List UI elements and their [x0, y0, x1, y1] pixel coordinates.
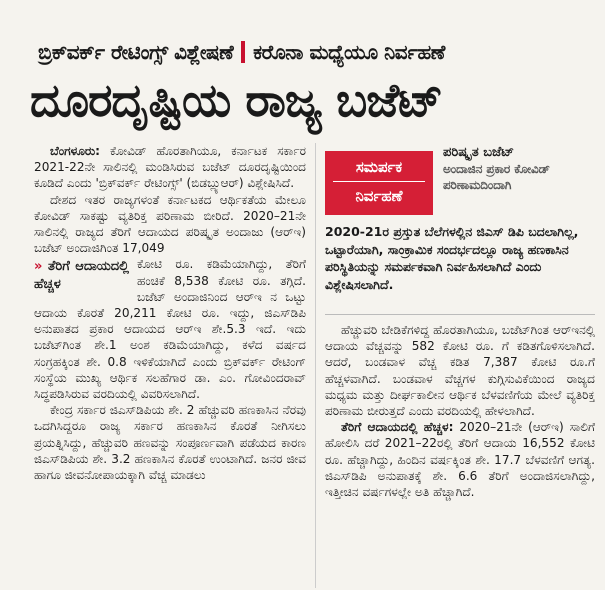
- kicker-left: ಬ್ರಿಕ್‌ವರ್ಕ್ ರೇಟಿಂಗ್ಸ್ ವಿಶ್ಲೇಷಣೆ: [38, 40, 234, 64]
- pull-quote: [34, 258, 129, 294]
- right-column: [325, 322, 595, 500]
- left-paragraph-1: ಬೆಂಗಳೂರು: ಕೋವಿಡ್ ಹೊರತಾಗಿಯೂ, ಕರ್ನಾಟಕ ಸರ್ಕಾರ 2021-22ನೇ ಸಾಲಿನಲ್ಲಿ ಮಂಡಿಸಿರುವ ಬಜೆಟ್ ದೂರದೃಷ್ಟಿಯಿಂದ ಕೂಡಿದೆ ಎಂದು 'ಬ್ರಿಕ್‌ವರ್ಕ್ ರೇಟಿಂಗ್ಸ್' (ಬಿಡಬ್ಲ್ಯುಆರ್) ವಿಶ್ಲೇಷಿಸಿದೆ.: [34, 144, 306, 191]
- badge-line-1: ಸಮರ್ಪಕ: [333, 157, 425, 182]
- left-paragraph-3: ಕೇಂದ್ರ ಸರ್ಕಾರ ಜಿಎಸ್‌ಡಿಪಿಯ ಶೇ. 2 ಹೆಚ್ಚುವರಿ ಹಣಕಾಸಿನ ನೆರವು ಒದಗಿಸಿದ್ದರೂ ರಾಜ್ಯ ಸರ್ಕಾರ ಹಣಕಾಸಿನ ಕೊರತೆ ನೀಗಿಸಲು ಪ್ರಯತ್ನಿಸಿದ್ದು, ಹೆಚ್ಚುವರಿ ಹಣವನ್ನು ಸಂಪೂರ್ಣವಾಗಿ ಪಡೆಯದ ಕಾರಣ ಜಿಎಸ್‌ಡಿಪಿಯ ಶೇ. 3.2 ಹಣಕಾಸಿನ ಕೊರತೆ ಉಂಟಾಗಿದೆ. ಜನರ ಜೀವ ಹಾಗೂ ಜೀವನೋಪಾಯಕ್ಕಾಗಿ ವೆಚ್ಚ ಮಾಡಲು: [34, 403, 306, 483]
- column-divider: [315, 143, 316, 588]
- sidebar-title: ಪರಿಷ್ಕೃತ ಬಜೆಟ್: [443, 145, 515, 160]
- sidebar-body: 2020-21ರ ಪ್ರಸ್ತುತ ಬೆಲೆಗಳಲ್ಲಿನ ಜಿಎಸ್ ಡಿಪಿ ಬದಲಾಗಿಲ್ಲ, ಒಟ್ಟಾರೆಯಾಗಿ, ಸಾಂಕ್ರಾಮಿಕ ಸಂದರ್ಭದಲ್ಲೂ ರಾಜ್ಯ ಹಣಕಾಸಿನ ಪರಿಸ್ಥಿತಿಯನ್ನು ಸಮರ್ಪಕವಾಗಿ ನಿರ್ವಹಿಸಲಾಗಿದೆ ಎಂದು ವಿಶ್ಲೇಷಿಸಲಾಗಿದೆ.: [325, 224, 579, 292]
- headline: ದೂರದೃಷ್ಟಿಯ ರಾಜ್ಯ ಬಜೆಟ್: [30, 73, 443, 127]
- sidebar-header: [443, 145, 598, 193]
- sidebar-badge: [325, 151, 433, 215]
- right-paragraph-1: ಹೆಚ್ಚುವರಿ ಬೇಡಿಕೆಗಳಿದ್ದ ಹೊರತಾಗಿಯೂ, ಬಜೆಟ್‌ಗಿಂತ ಆರ್‌ಇನಲ್ಲಿ ಆದಾಯ ವೆಚ್ಚವನ್ನು 582 ಕೋಟಿ ರೂ. ಗೆ ಕಡಿತಗೊಳಿಸಲಾಗಿದೆ. ಆದರೆ, ಬಂಡವಾಳ ವೆಚ್ಚ ಕಡಿತ 7,387 ಕೋಟಿ ರೂ.ಗೆ ಹೆಚ್ಚಳವಾಗಿದೆ. ಬಂಡವಾಳ ವೆಚ್ಚಗಳ ಕುಗ್ಗಿಸುವಿಕೆಯಿಂದ ರಾಜ್ಯದ ಮಧ್ಯಮ ಮತ್ತು ದೀರ್ಘಕಾಲೀನ ಆರ್ಥಿಕ ಬೆಳವಣಿಗೆಯ ಮೇಲೆ ವ್ಯತಿರಿಕ್ತ ಪರಿಣಾಮ ಬೀರುತ್ತದೆ ಎಂದು ವರದಿಯಲ್ಲಿ ಹೇಳಲಾಗಿದೆ.: [325, 323, 595, 419]
- badge-line-2: ನಿರ್ವಹಣೆ: [355, 187, 403, 205]
- kicker-separator: [241, 41, 245, 63]
- left-column: [34, 143, 306, 483]
- sidebar-subtitle: ಅಂದಾಜಿನ ಪ್ರಕಾರ ಕೋವಿಡ್ ಪರಿಣಾಮದಿಂದಾಗಿ: [443, 162, 550, 192]
- kicker-right: ಕರೊನಾ ಮಧ್ಯೆಯೂ ನಿರ್ವಹಣೆ: [253, 40, 445, 64]
- left-paragraph-2b: ಕೋಟಿ ರೂ. ಕಡಿಮೆಯಾಗಿದ್ದು, ತೆರಿಗೆ ಹಂಚಿಕೆ 8,538 ಕೋಟಿ ರೂ. ತಗ್ಗಿದೆ. ಬಜೆಟ್ ಅಂದಾಜಿನಿಂದ ಆರ್‌ಇ ನ ಒಟ್ಟು ಆದಾಯ ಕೊರತೆ 20,211 ಕೋಟಿ ರೂ. ಇದ್ದು, ಜಿಎಸ್‌ಡಿಪಿ ಅನುಪಾತದ ಪ್ರಕಾರ ಆದಾಯದ ಆರ್‌ಇ ಶೇ.5.3 ಇದೆ. ಇದು ಬಜೆಟ್‌ಗಿಂತ ಶೇ.1 ಅಂಶ ಕಡಿಮೆಯಾಗಿದ್ದು, ಕಳೆದ ವರ್ಷದ ಸಂಗ್ರಹಕ್ಕಿಂತ ಶೇ. 0.8 ಇಳಿಕೆಯಾಗಿದೆ ಎಂದು ಬ್ರಿಕ್‌ವರ್ಕ್ ರೇಟಿಂಗ್ ಸಂಸ್ಥೆಯ ಮುಖ್ಯ ಆರ್ಥಿಕ ಸಲಹೆಗಾರ ಡಾ. ಎಂ. ಗೋವಿಂದರಾವ್ ಸಿದ್ಧಪಡಿಸಿರುವ ವರದಿಯಲ್ಲಿ ವಿವರಿಸಲಾಗಿದೆ.: [34, 257, 306, 402]
- pull-quote-marker: »: [34, 259, 43, 275]
- dateline: ಬೆಂಗಳೂರು:: [50, 144, 101, 158]
- kicker-line: [38, 40, 598, 64]
- subhead: ತೆರಿಗೆ ಆದಾಯದಲ್ಲಿ ಹೆಚ್ಚಳ:: [341, 420, 454, 435]
- section-rule: [325, 314, 595, 315]
- left-paragraph-2: ದೇಶದ ಇತರ ರಾಜ್ಯಗಳಂತೆ ಕರ್ನಾಟಕದ ಆರ್ಥಿಕತೆಯ ಮೇಲೂ ಕೋವಿಡ್ ಸಾಕಷ್ಟು ವ್ಯತಿರಿಕ್ತ ಪರಿಣಾಮ ಬೀರಿದೆ. 2020–21ನೇ ಸಾಲಿನಲ್ಲಿ ರಾಜ್ಯದ ತೆರಿಗೆ ಆದಾಯದ ಪರಿಷ್ಕೃತ ಅಂದಾಜು (ಆರ್‌ಇ) ಬಜೆಟ್ ಅಂದಾಜಿಗಿಂತ 17,049: [34, 192, 306, 256]
- right-paragraph-2: ತೆರಿಗೆ ಆದಾಯದಲ್ಲಿ ಹೆಚ್ಚಳ: 2020–21ನೇ (ಆರ್‌ಇ) ಸಾಲಿಗೆ ಹೋಲಿಸಿ ದರೆ 2021–22ರಲ್ಲಿ ತೆರಿಗೆ ಆದಾಯ 16,552 ಕೋಟಿ ರೂ. ಹೆಚ್ಚಾಗಿದ್ದು, ಹಿಂದಿನ ವರ್ಷಕ್ಕಿಂತ ಶೇ. 17.7 ಬೆಳವಣಿಗೆ ಆಗತ್ಯ. ಜಿಎಸ್‌ಡಿಪಿ ಅನುಪಾತಕ್ಕೆ ಶೇ. 6.6 ತೆರಿಗೆ ಅಂದಾಜಿಸಲಾಗಿದ್ದು, ಇತ್ತೀಚಿನ ವರ್ಷಗಳಲ್ಲೇ ಅತಿ ಹೆಚ್ಚಾಗಿದೆ.: [325, 420, 595, 500]
- pull-quote-text: ತೆರಿಗೆ ಆದಾಯದಲ್ಲಿ ಹೆಚ್ಚಳ: [34, 259, 129, 293]
